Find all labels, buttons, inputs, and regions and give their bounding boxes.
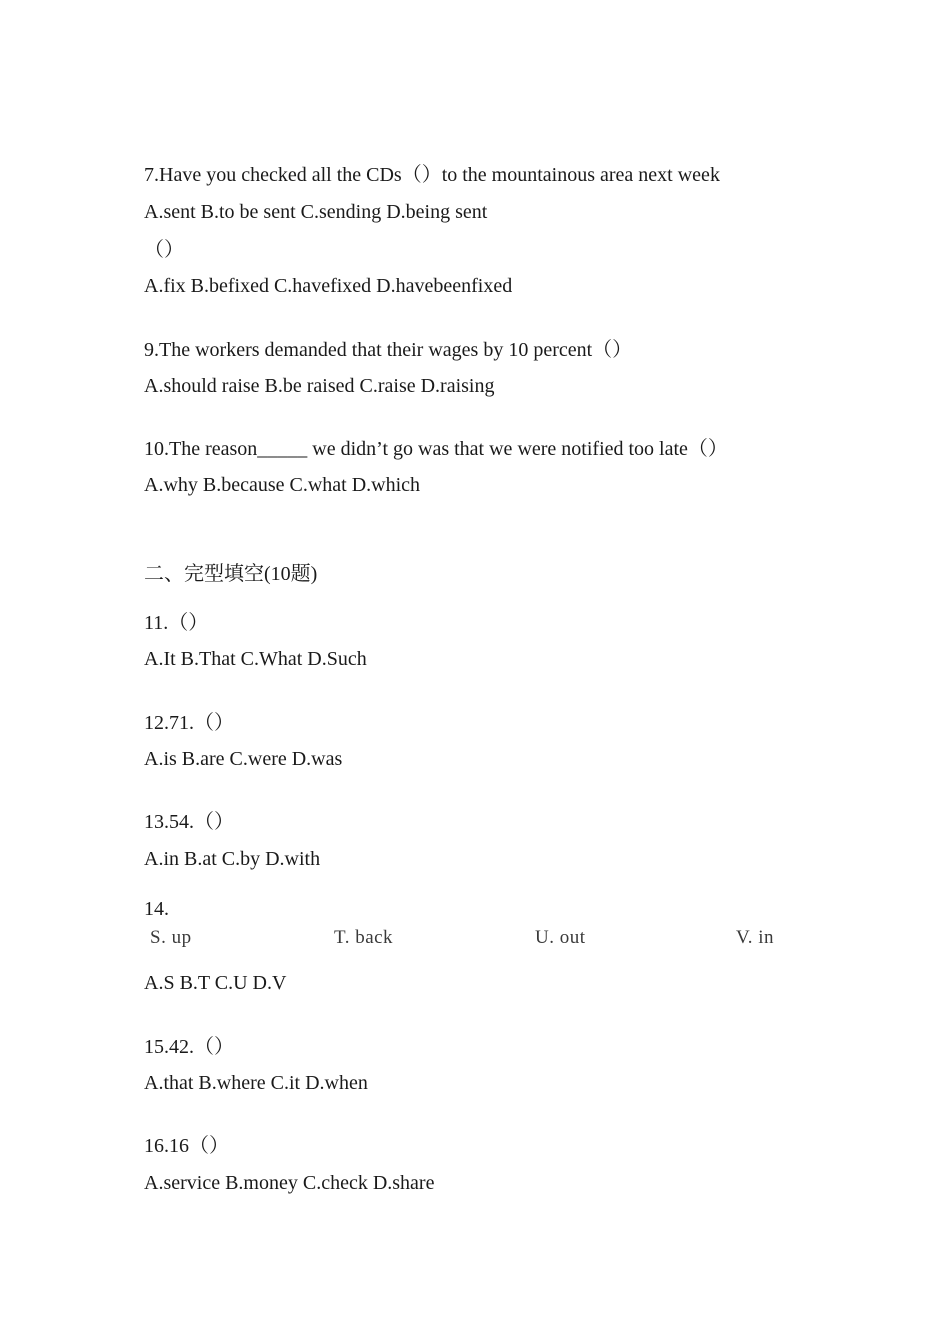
question-9-stem: 9.The workers demanded that their wages by 10 percent（） <box>144 339 633 361</box>
choice-u: U. out <box>535 927 586 948</box>
question-16-options: A.service B.money C.check D.share <box>144 1172 435 1194</box>
question-9-options: A.should raise B.be raised C.raise D.raising <box>144 375 495 397</box>
question-14-stem: 14. <box>144 898 169 920</box>
section-heading: 二、完型填空(10题) <box>144 563 318 585</box>
question-15-stem: 15.42.（） <box>144 1036 234 1058</box>
question-11-options: A.It B.That C.What D.Such <box>144 648 367 670</box>
choice-s: S. up <box>150 927 192 948</box>
choice-t: T. back <box>334 927 394 948</box>
question-13-stem: 13.54.（） <box>144 811 234 833</box>
question-10-stem: 10.The reason_____ we didn’t go was that we were notified too late（） <box>144 438 728 460</box>
question-11-stem: 11.（） <box>144 612 209 634</box>
question-14-options: A.S B.T C.U D.V <box>144 972 287 994</box>
question-8-stem: （） <box>144 239 184 261</box>
question-10-options: A.why B.because C.what D.which <box>144 474 421 496</box>
question-15-options: A.that B.where C.it D.when <box>144 1072 368 1094</box>
question-7-stem: 7.Have you checked all the CDs（）to the mountainous area next week <box>144 164 720 186</box>
question-8-options: A.fix B.befixed C.havefixed D.havebeenfixed <box>144 275 513 297</box>
question-13-options: A.in B.at C.by D.with <box>144 848 321 870</box>
choice-v: V. in <box>736 927 775 948</box>
question-16-stem: 16.16（） <box>144 1135 229 1157</box>
question-12-stem: 12.71.（） <box>144 712 234 734</box>
question-12-options: A.is B.are C.were D.was <box>144 748 343 770</box>
question-7-options: A.sent B.to be sent C.sending D.being sent <box>144 201 488 223</box>
